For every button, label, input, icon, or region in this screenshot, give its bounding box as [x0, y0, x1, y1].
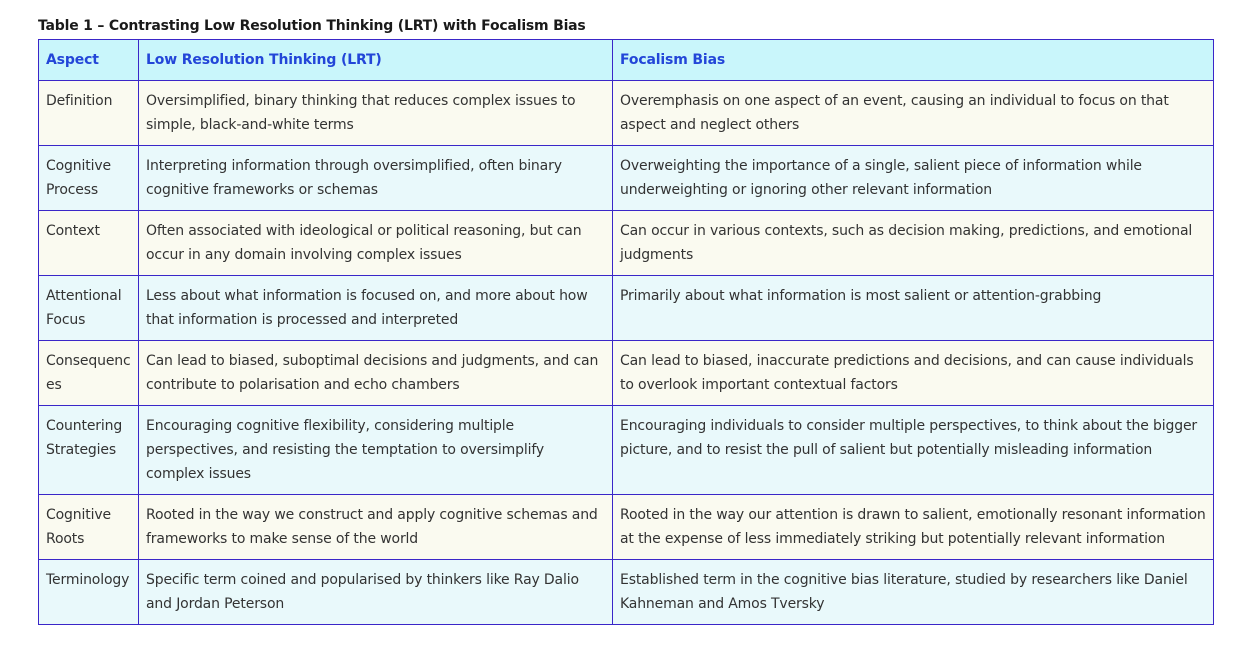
header-focalism: Focalism Bias: [613, 40, 1214, 81]
row-lrt-cell: Rooted in the way we construct and apply cognitive schemas and frameworks to make sense of the world: [139, 495, 613, 560]
row-lrt-cell: Specific term coined and popularised by thinkers like Ray Dalio and Jordan Peterson: [139, 560, 613, 625]
table-row: [39, 341, 1214, 406]
row-aspect-cell: Definition: [39, 81, 139, 146]
row-focalism-cell: Rooted in the way our attention is drawn to salient, emotionally resonant information at the expense of less immediately striking but potentially relevant information: [613, 495, 1214, 560]
table-row: [39, 560, 1214, 625]
row-focalism-cell: Can occur in various contexts, such as decision making, predictions, and emotional judgments: [613, 211, 1214, 276]
table-row: [39, 276, 1214, 341]
header-lrt: Low Resolution Thinking (LRT): [139, 40, 613, 81]
row-focalism-cell: Primarily about what information is most salient or attention-grabbing: [613, 276, 1214, 341]
row-lrt-cell: Can lead to biased, suboptimal decisions and judgments, and can contribute to polarisation and echo chambers: [139, 341, 613, 406]
row-focalism-cell: Overemphasis on one aspect of an event, causing an individual to focus on that aspect and neglect others: [613, 81, 1214, 146]
row-aspect-cell: Terminology: [39, 560, 139, 625]
table-row: [39, 211, 1214, 276]
row-focalism-cell: Encouraging individuals to consider multiple perspectives, to think about the bigger picture, and to resist the pull of salient but potentially misleading information: [613, 406, 1214, 495]
header-aspect: Aspect: [39, 40, 139, 81]
table-row: [39, 146, 1214, 211]
row-lrt-cell: Less about what information is focused on, and more about how that information is processed and interpreted: [139, 276, 613, 341]
row-aspect-cell: Cognitive Roots: [39, 495, 139, 560]
row-aspect-cell: Countering Strategies: [39, 406, 139, 495]
row-lrt-cell: Encouraging cognitive flexibility, considering multiple perspectives, and resisting the temptation to oversimplify complex issues: [139, 406, 613, 495]
table-row: [39, 406, 1214, 495]
row-aspect-cell: Attentional Focus: [39, 276, 139, 341]
row-focalism-cell: Can lead to biased, inaccurate predictions and decisions, and can cause individuals to overlook important contextual factors: [613, 341, 1214, 406]
table-row: [39, 81, 1214, 146]
row-lrt-cell: Interpreting information through oversimplified, often binary cognitive frameworks or schemas: [139, 146, 613, 211]
table-caption: Table 1 – Contrasting Low Resolution Thinking (LRT) with Focalism Bias: [38, 18, 586, 34]
row-lrt-cell: Often associated with ideological or political reasoning, but can occur in any domain involving complex issues: [139, 211, 613, 276]
row-focalism-cell: Established term in the cognitive bias literature, studied by researchers like Daniel Kahneman and Amos Tversky: [613, 560, 1214, 625]
row-aspect-cell: Context: [39, 211, 139, 276]
comparison-table: [38, 39, 1214, 625]
row-lrt-cell: Oversimplified, binary thinking that reduces complex issues to simple, black-and-white terms: [139, 81, 613, 146]
row-focalism-cell: Overweighting the importance of a single, salient piece of information while underweighting or ignoring other relevant information: [613, 146, 1214, 211]
table-row: [39, 495, 1214, 560]
table-header-row: [39, 40, 1214, 81]
row-aspect-cell: Consequences: [39, 341, 139, 406]
row-aspect-cell: Cognitive Process: [39, 146, 139, 211]
